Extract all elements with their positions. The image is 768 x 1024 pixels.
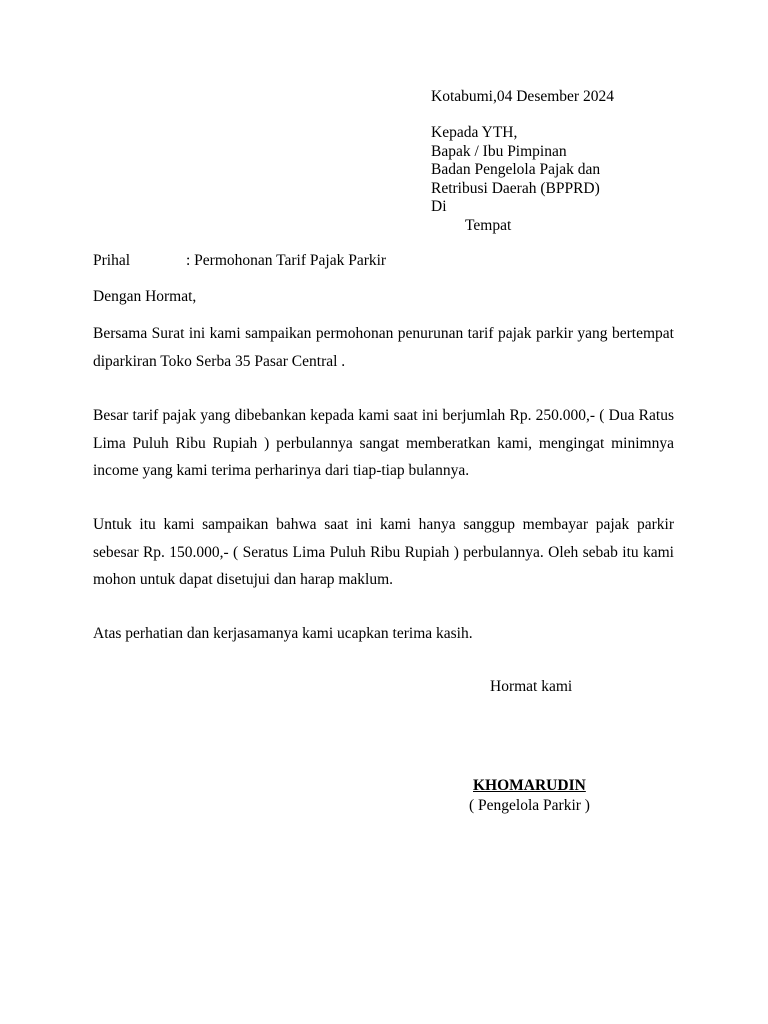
subject-value: : Permohonan Tarif Pajak Parkir [186, 252, 387, 269]
closing: Hormat kami [490, 678, 573, 695]
subject-line [93, 251, 386, 271]
signatory-name: KHOMARUDIN [473, 777, 586, 794]
recipient-line-agency-cont: Retribusi Daerah (BPPRD) [431, 179, 600, 197]
recipient-line-place: Tempat [465, 216, 512, 234]
place-date: Kotabumi,04 Desember 2024 [431, 88, 614, 105]
recipient-line-salutation: Kepada YTH, [431, 124, 518, 141]
signatory-role: ( Pengelola Parkir ) [469, 797, 590, 814]
recipient-address [431, 124, 600, 235]
greeting: Dengan Hormat, [93, 288, 197, 305]
body-paragraph-current-tariff: Besar tarif pajak yang dibebankan kepada kami saat ini berjumlah Rp. 250.000,- ( Dua Ratus Lima Puluh Ribu Rupiah ) perbulannya sangat memberatkan kami, mengingat minimnya income yang kami terima perharinya dari tiap-tiap bulannya. [93, 407, 674, 479]
subject-label: Prihal [93, 252, 131, 269]
recipient-line-title: Bapak / Ibu Pimpinan [431, 142, 567, 160]
body-paragraph-thanks: Atas perhatian dan kerjasamanya kami ucapkan terima kasih. [93, 625, 473, 642]
body-paragraph-proposed-tariff: Untuk itu kami sampaikan bahwa saat ini kami hanya sanggup membayar pajak parkir sebesar Rp. 150.000,- ( Seratus Lima Puluh Ribu Rupiah ) perbulannya. Oleh sebab itu kami mohon untuk dapat disetujui dan harap maklum. [93, 516, 674, 588]
recipient-line-di: Di [431, 198, 447, 215]
recipient-line-agency: Badan Pengelola Pajak dan [431, 161, 601, 178]
body-paragraph-request: Bersama Surat ini kami sampaikan permohonan penurunan tarif pajak parkir yang bertempat diparkiran Toko Serba 35 Pasar Central . [93, 325, 674, 370]
